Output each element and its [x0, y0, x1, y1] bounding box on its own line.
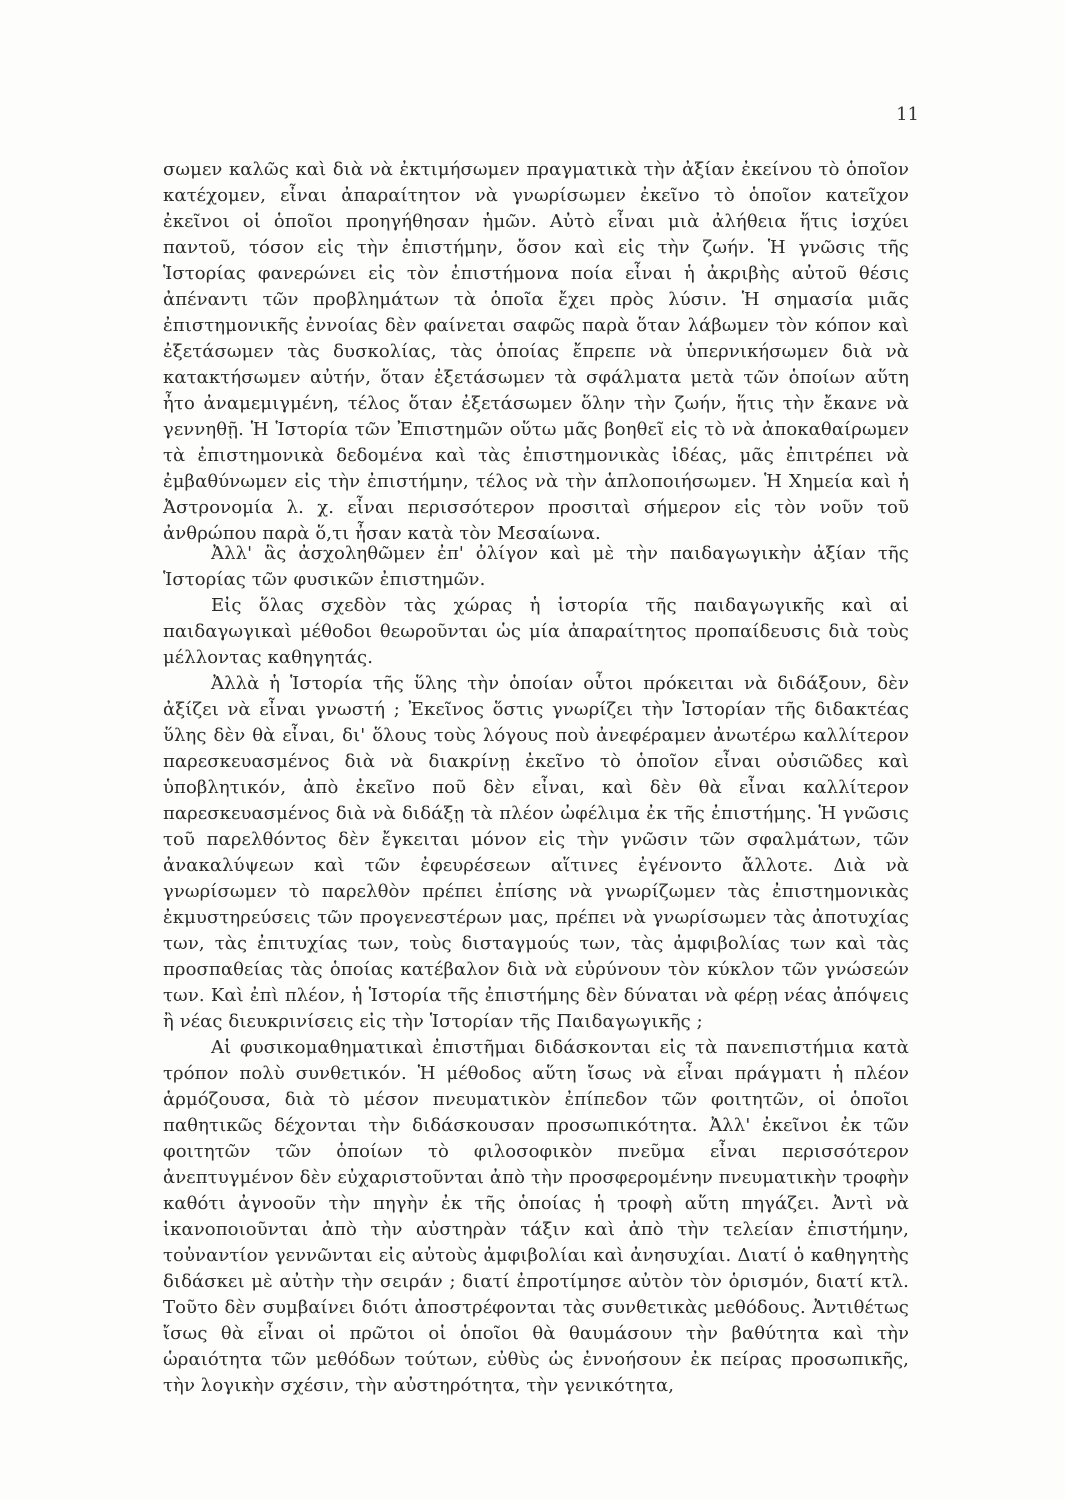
page-number: 11 — [896, 104, 919, 125]
text-block-top — [163, 157, 909, 547]
paragraph-history-value: σωμεν καλῶς καὶ διὰ νὰ ἐκτιμήσωμεν πραγματικὰ τὴν ἀξίαν ἐκείνου τὸ ὁποῖον κατέχομεν, εἶναι ἀπαραίτητον νὰ γνωρίσωμεν ἐκεῖνο τὸ ὁποῖον κατεῖχον ἐκεῖνοι οἱ ὁποῖοι προηγήθησαν ἡμῶν. Αὐτὸ εἶναι μιὰ ἀλήθεια ἥτις ἰσχύει παντοῦ, τόσον εἰς τὴν ἐπιστήμην, ὅσον καὶ εἰς τὴν ζωήν. Ἡ γνῶσις τῆς Ἱστορίας φανερώνει εἰς τὸν ἐπιστήμονα ποία εἶναι ἡ ἀκριβὴς αὐτοῦ θέσις ἀπέναντι τῶν προβλημάτων τὰ ὁποῖα ἔχει πρὸς λύσιν. Ἡ σημασία μιᾶς ἐπιστημονικῆς ἐννοίας δὲν φαίνεται σαφῶς παρὰ ὅταν λάβωμεν τὸν κόπον καὶ ἐξετάσωμεν τὰς δυσκολίας, τὰς ὁποίας ἔπρεπε νὰ ὑπερνικήσωμεν διὰ νὰ κατακτήσωμεν αὐτήν, ὅταν ἐξετάσωμεν τὰ σφάλματα μετὰ τῶν ὁποίων αὕτη ἦτο ἀναμεμιγμένη, τέλος ὅταν ἐξετάσωμεν ὅλην τὴν ζωήν, ἥτις τὴν ἔκανε νὰ γεννηθῇ. Ἡ Ἱστορία τῶν Ἐπιστημῶν οὕτω μᾶς βοηθεῖ εἰς τὸ νὰ ἀποκαθαίρωμεν τὰ ἐπιστημονικὰ δεδομένα καὶ τὰς ἐπιστημονικὰς ἰδέας, μᾶς ἐπιτρέπει νὰ ἐμβαθύνωμεν εἰς τὴν ἐπιστήμην, τέλος νὰ τὴν ἁπλοποιήσωμεν. Ἡ Χημεία καὶ ἡ Ἀστρονομία λ. χ. εἶναι περισσότερον προσιταὶ σήμερον εἰς τὸν νοῦν τοῦ ἀνθρώπου παρὰ ὅ,τι ἦσαν κατὰ τὸν Μεσαίωνα. — [163, 159, 909, 544]
paragraph-history-of-subject: Ἀλλὰ ἡ Ἱστορία τῆς ὕλης τὴν ὁποίαν οὗτοι πρόκειται νὰ διδάξουν, δὲν ἀξίζει νὰ εἶναι γνωστή ; Ἐκεῖνος ὅστις γνωρίζει τὴν Ἱστορίαν τῆς διδακτέας ὕλης δὲν θὰ εἶναι, δι' ὅλους τοὺς λόγους ποὺ ἀνεφέραμεν ἀνωτέρω καλλίτερον παρεσκευασμένος διὰ νὰ διακρίνῃ ἐκεῖνο τὸ ὁποῖον εἶναι οὐσιῶδες καὶ ὑποβλητικόν, ἀπὸ ἐκεῖνο ποῦ δὲν εἶναι, καὶ δὲν θὰ εἶναι καλλίτερον παρεσκευασμένος διὰ νὰ διδάξῃ τὰ πλέον ὠφέλιμα ἐκ τῆς ἐπιστήμης. Ἡ γνῶσις τοῦ παρελθόντος δὲν ἔγκειται μόνον εἰς τὴν γνῶσιν τῶν σφαλμάτων, τῶν ἀνακαλύψεων καὶ τῶν ἐφευρέσεων αἵτινες ἐγένοντο ἄλλοτε. Διὰ νὰ γνωρίσωμεν τὸ παρελθὸν πρέπει ἐπίσης νὰ γνωρίζωμεν τὰς ἐπιστημονικὰς ἐκμυστηρεύσεις τῶν προγενεστέρων μας, πρέπει νὰ γνωρίσωμεν τὰς ἀποτυχίας των, τὰς ἐπιτυχίας των, τοὺς δισταγμούς των, τὰς ἀμφιβολίας των καὶ τὰς προσπαθείας τὰς ὁποίας κατέβαλον διὰ νὰ εὐρύνουν τὸν κύκλον τῶν γνώσεών των. Καὶ ἐπὶ πλέον, ἡ Ἱστορία τῆς ἐπιστήμης δὲν δύναται νὰ φέρῃ νέας ἀπόψεις ἢ νέας διευκρινίσεις εἰς τὴν Ἱστορίαν τῆς Παιδαγωγικῆς ; — [163, 673, 909, 1032]
text-block-main — [163, 541, 909, 1399]
paragraph-pedagogical-value: Ἀλλ' ἂς ἀσχοληθῶμεν ἐπ' ὀλίγον καὶ μὲ τὴν παιδαγωγικὴν ἀξίαν τῆς Ἱστορίας τῶν φυσικῶν ἐπιστημῶν. — [163, 543, 909, 590]
paragraph-physicomathematical-sciences: Αἱ φυσικομαθηματικαὶ ἐπιστῆμαι διδάσκονται εἰς τὰ πανεπιστήμια κατὰ τρόπον πολὺ συνθετικόν. Ἡ μέθοδος αὕτη ἴσως νὰ εἶναι πράγματι ἡ πλέον ἁρμόζουσα, διὰ τὸ μέσον πνευματικὸν ἐπίπεδον τῶν φοιτητῶν, οἱ ὁποῖοι παθητικῶς δέχονται τὴν διδάσκουσαν προσωπικότητα. Ἀλλ' ἐκεῖνοι ἐκ τῶν φοιτητῶν τῶν ὁποίων τὸ φιλοσοφικὸν πνεῦμα εἶναι περισσότερον ἀνεπτυγμένον δὲν εὐχαριστοῦνται ἀπὸ τὴν προσφερομένην πνευματικὴν τροφὴν καθότι ἀγνοοῦν τὴν πηγὴν ἐκ τῆς ὁποίας ἡ τροφὴ αὕτη πηγάζει. Ἀντὶ νὰ ἱκανοποιοῦνται ἀπὸ τὴν αὐστηρὰν τάξιν καὶ ἀπὸ τὴν τελείαν ἐπιστήμην, τοὐναντίον γεννῶνται εἰς αὐτοὺς ἀμφιβολίαι καὶ ἀνησυχίαι. Διατί ὁ καθηγητὴς διδάσκει μὲ αὐτὴν τὴν σειράν ; διατί ἐπροτίμησε αὐτὸν τὸν ὁρισμόν, διατί κτλ. Τοῦτο δὲν συμβαίνει διότι ἀποστρέφονται τὰς συνθετικὰς μεθόδους. Ἀντιθέτως ἴσως θὰ εἶναι οἱ πρῶτοι οἱ ὁποῖοι θὰ θαυμάσουν τὴν βαθύτητα καὶ τὴν ὡραιότητα τῶν μεθόδων τούτων, εὐθὺς ὡς ἐννοήσουν ἐκ πείρας προσωπικῆς, τὴν λογικὴν σχέσιν, τὴν αὐστηρότητα, τὴν γενικότητα, — [163, 1037, 909, 1396]
paragraph-pedagogical-methods: Εἰς ὅλας σχεδὸν τὰς χώρας ἡ ἱστορία τῆς παιδαγωγικῆς καὶ αἱ παιδαγωγικαὶ μέθοδοι θεωροῦνται ὡς μία ἀπαραίτητος προπαίδευσις διὰ τοὺς μέλλοντας καθηγητάς. — [163, 595, 909, 668]
